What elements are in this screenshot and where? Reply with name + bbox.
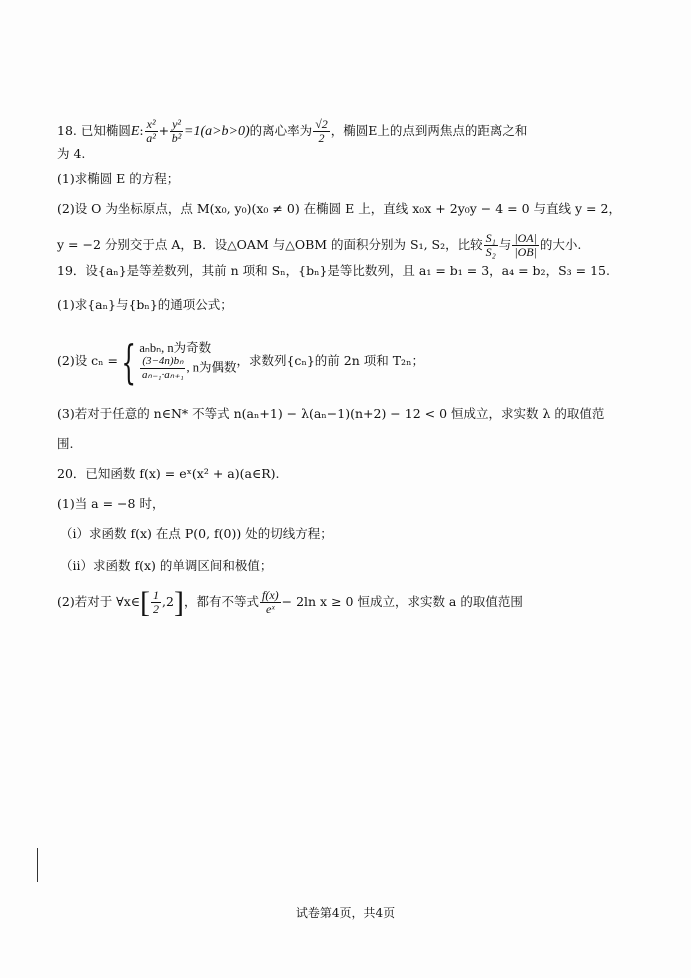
numerator: √2 (315, 117, 328, 131)
numerator: y² (172, 117, 181, 131)
q20-part1-ii: （ii）求函数 f(x) 的单调区间和极值； (60, 558, 273, 573)
text: 的大小. (539, 237, 582, 252)
q20-line1: 20．已知函数 f(x) = eˣ(x² + a)(a∈R). (57, 466, 280, 481)
left-bracket: [ (140, 585, 151, 619)
math: E (130, 124, 140, 139)
text: : (139, 123, 144, 138)
text: y = −2 分别交于点 A，B．设△OAM 与△OBM 的面积分别为 S₁, S₂，比较 (57, 237, 483, 252)
q18-part2-line2 (57, 232, 581, 259)
case-even (139, 355, 236, 382)
denominator: a² (146, 131, 156, 145)
q18-line2: 为 4. (57, 146, 86, 161)
q18-part1: (1)求椭圆 E 的方程； (57, 171, 180, 186)
text: ，求数列{cₙ}的前 2n 项和 T₂ₙ； (236, 353, 424, 368)
fraction-oa-ob (512, 232, 539, 259)
case-odd: aₙbₙ, n为奇数 (139, 341, 212, 355)
right-bracket: ] (173, 585, 184, 619)
fraction-sqrt2-2 (313, 118, 330, 145)
numerator: 1 (153, 588, 160, 602)
text: + (158, 123, 170, 138)
denominator: S₂ (485, 245, 496, 259)
q19-line1: 19．设{aₙ}是等差数列，其前 n 项和 Sₙ，{bₙ}是等比数列，且 a₁ = b₁ = 3，a₄ = b₂，S₃ = 15. (57, 263, 610, 278)
piecewise-cases (139, 341, 236, 382)
numerator: x² (146, 117, 156, 131)
denominator: b² (171, 131, 182, 145)
fraction-y2-b2 (170, 118, 183, 145)
text: 与 (498, 237, 512, 252)
q19-part3-line2: 围. (57, 436, 74, 451)
text: (2)设 cₙ = (57, 353, 119, 368)
text: (2)若对于 ∀x∈ (57, 594, 141, 609)
fraction-one-half (151, 589, 161, 616)
fraction-fx-ex (260, 589, 281, 616)
denominator: |OB| (514, 245, 537, 259)
q19-part1: (1)求{aₙ}与{bₙ}的通项公式； (57, 297, 233, 312)
fraction-case-even (140, 355, 185, 382)
text: ，都有不等式 (183, 594, 259, 609)
text: , n为偶数 (186, 360, 237, 375)
denominator: eˣ (265, 602, 275, 616)
text: 18. 已知椭圆 (57, 123, 131, 138)
q18-line1 (57, 118, 527, 145)
math: =1(a>b>0) (184, 124, 250, 139)
text: − 2ln x ≥ 0 恒成立，求实数 a 的取值范围 (281, 594, 523, 609)
page-footer: 试卷第4页，共4页 (295, 906, 396, 920)
text: ,2 (162, 594, 174, 609)
denominator: aₙ₋₁·aₙ₊₁ (142, 369, 184, 381)
fraction-x2-a2 (145, 118, 158, 145)
q20-part1: (1)当 a = −8 时， (57, 496, 165, 511)
q20-part2 (57, 585, 523, 619)
scan-artifact-line (37, 848, 38, 882)
numerator: |OA| (514, 231, 537, 245)
numerator: S₁ (485, 231, 496, 245)
fraction-s1-s2 (484, 232, 498, 259)
q19-part2 (57, 334, 424, 389)
denominator: 2 (318, 131, 325, 145)
left-brace: { (121, 334, 137, 389)
numerator: f(x) (261, 588, 279, 602)
numerator: (3−4n)bₙ (142, 355, 184, 367)
q20-part1-i: （i）求函数 f(x) 在点 P(0, f(0)) 处的切线方程； (60, 526, 333, 541)
denominator: 2 (153, 602, 160, 616)
q18-part2-line1: (2)设 O 为坐标原点，点 M(x₀, y₀)(x₀ ≠ 0) 在椭圆 E 上，直线 x₀x + 2y₀y − 4 = 0 与直线 y = 2， (57, 201, 621, 216)
q19-part3-line1: (3)若对于任意的 n∈N* 不等式 n(aₙ+1) − λ(aₙ−1)(n+2) − 12 < 0 恒成立，求实数 λ 的取值范 (57, 406, 605, 421)
text: 的离心率为 (249, 123, 313, 138)
text: ，椭圆E上的点到两焦点的距离之和 (330, 123, 528, 138)
